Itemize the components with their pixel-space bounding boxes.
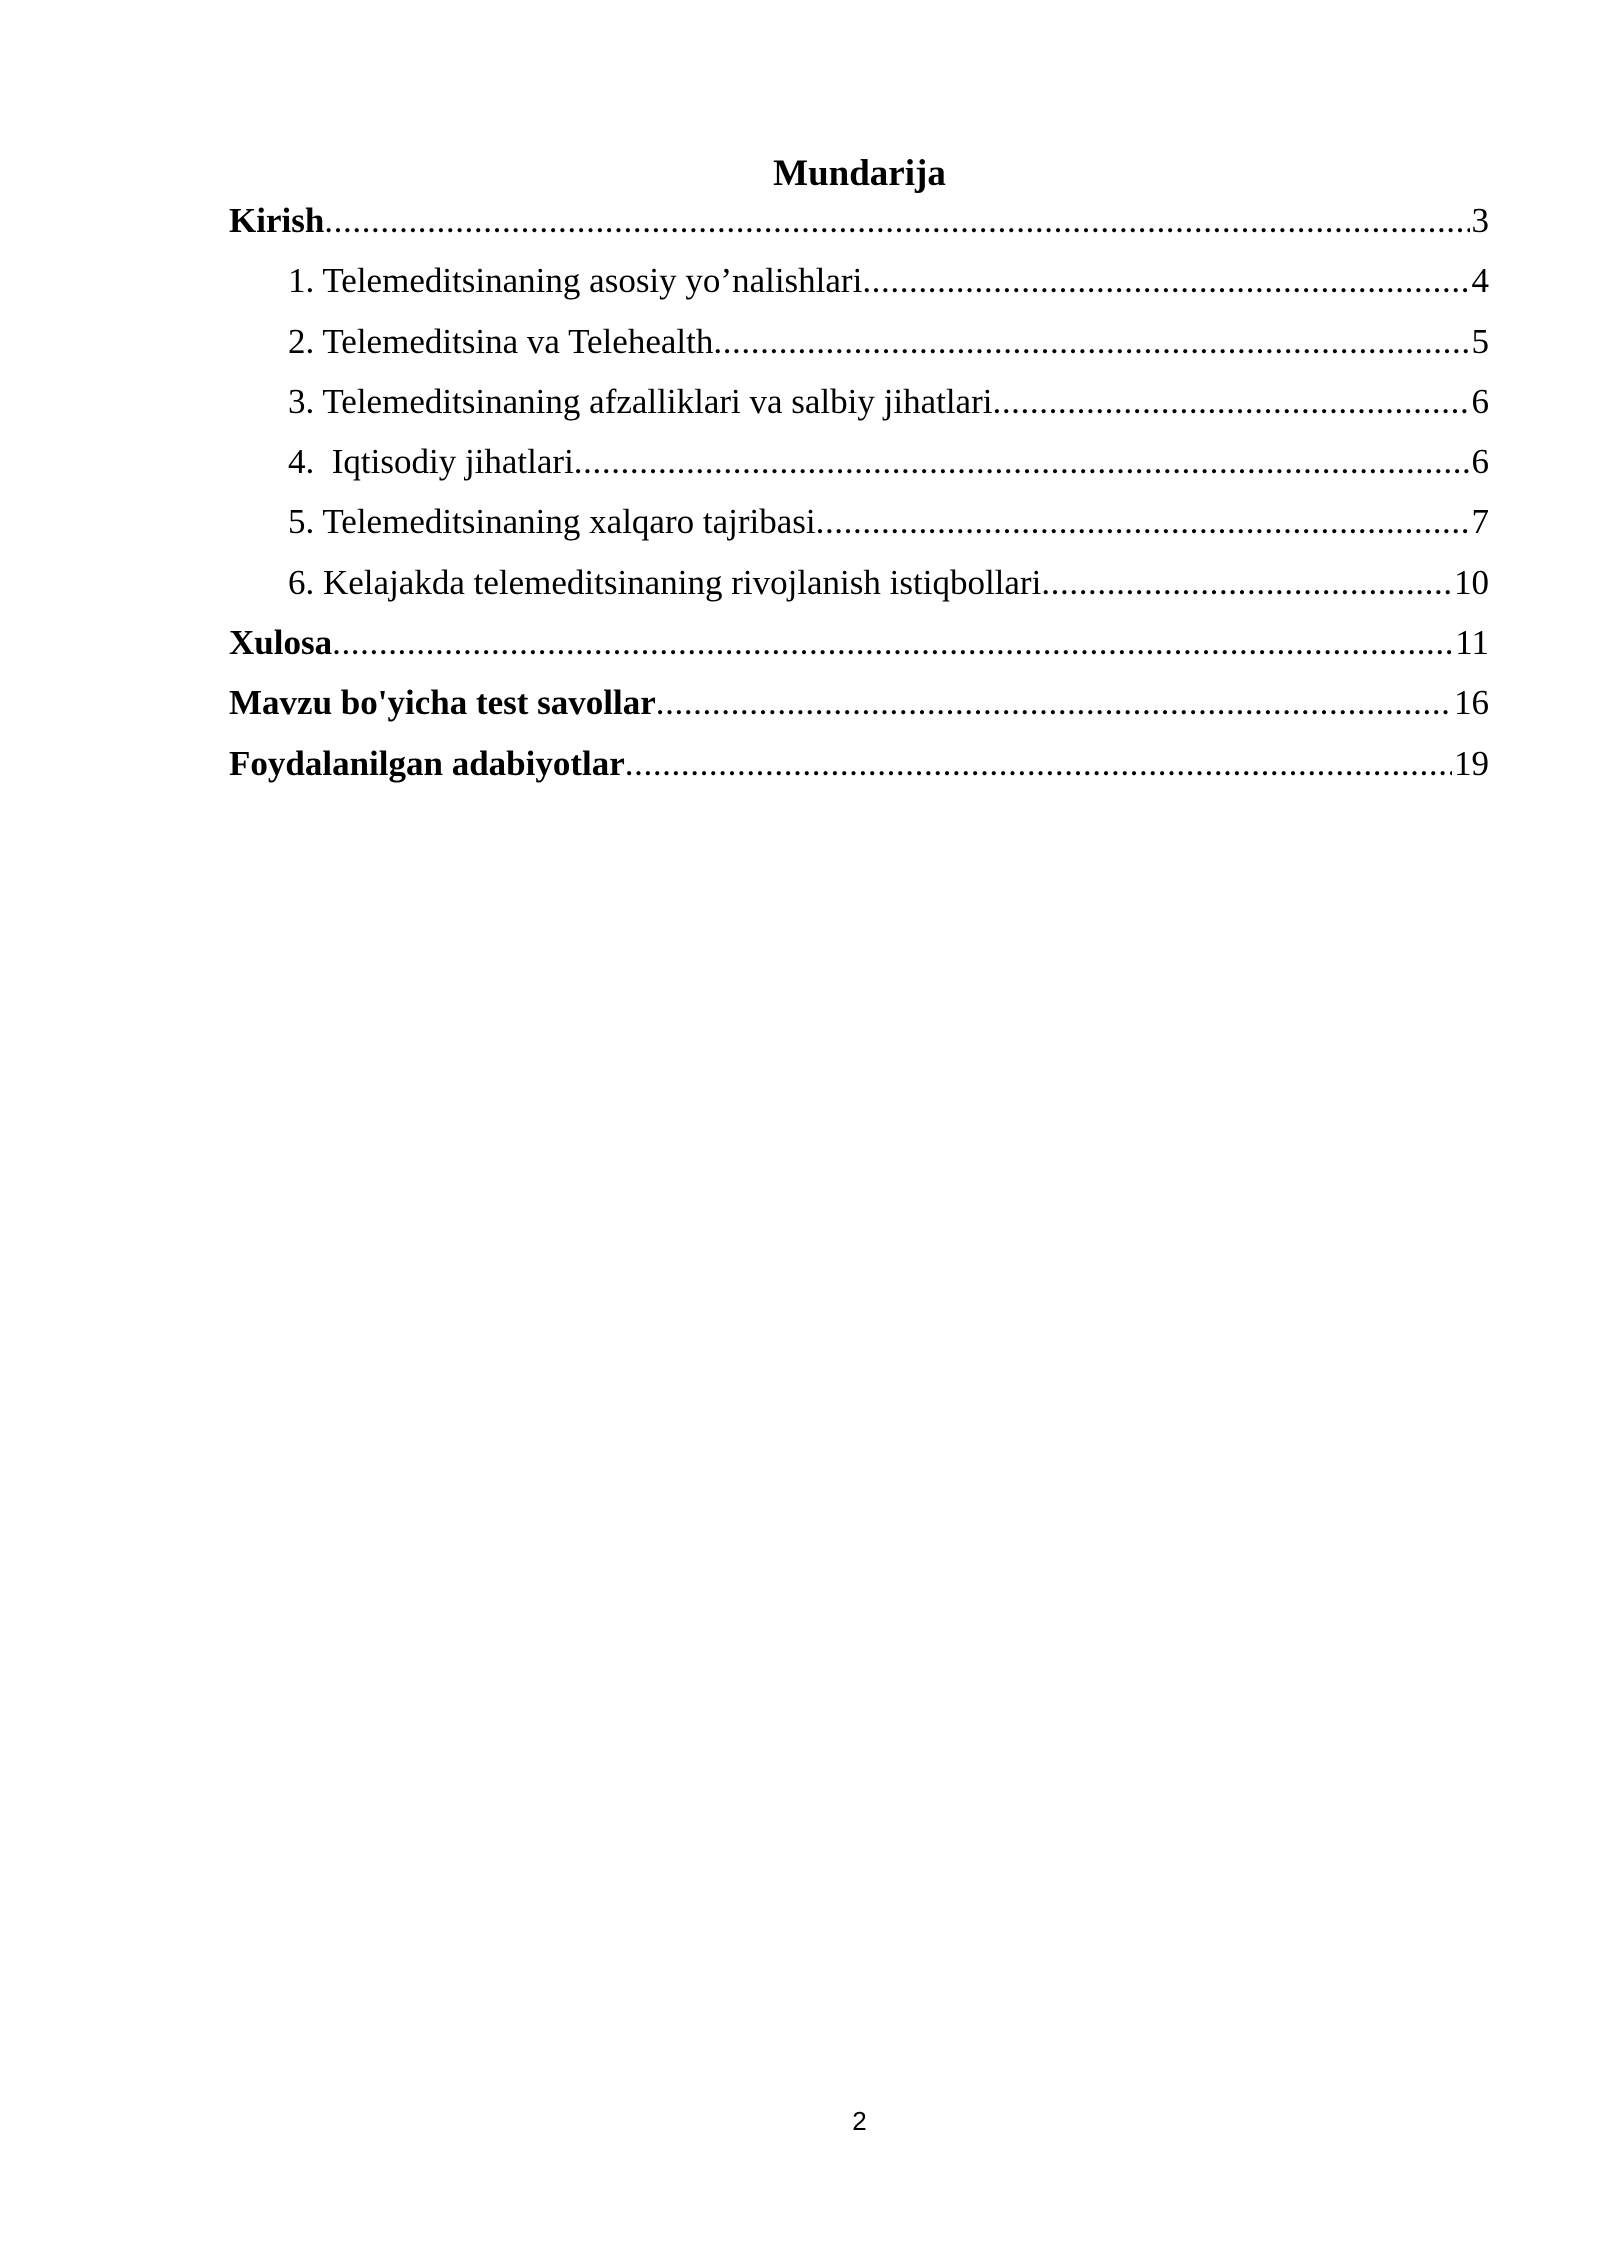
toc-entry-page: 16 [1454, 683, 1489, 723]
toc-entry-section-3[interactable] [229, 377, 1489, 437]
toc-entry-label: Mavzu bo'yicha test savollar [229, 683, 656, 723]
toc-dot-leader [574, 437, 1470, 487]
toc-dot-leader [625, 739, 1452, 789]
toc-entry-label: 5. Telemeditsinaning xalqaro tajribasi [288, 502, 816, 542]
toc-entry-page: 10 [1454, 562, 1489, 602]
toc-dot-leader [332, 618, 1453, 668]
toc-entry-page: 4 [1471, 261, 1489, 301]
toc-dot-leader [656, 678, 1452, 728]
page-number: 2 [852, 2106, 867, 2136]
toc-entry-label: 4. Iqtisodiy jihatlari [288, 442, 574, 482]
toc-entry-label: 3. Telemeditsinaning afzalliklari va salbiy jihatlari [288, 381, 993, 421]
toc-entry-page: 11 [1455, 623, 1489, 663]
toc-entry-adabiyotlar[interactable] [229, 739, 1489, 799]
toc-entry-page: 6 [1471, 442, 1489, 482]
toc-entry-xulosa[interactable] [229, 618, 1489, 678]
toc-entry-section-5[interactable] [229, 497, 1489, 557]
toc-entry-page: 7 [1471, 502, 1489, 542]
toc-entry-label: 6. Kelajakda telemeditsinaning rivojlanish istiqbollari [288, 562, 1042, 602]
toc-entry-label: 1. Telemeditsinaning asosiy yo’nalishlari [288, 261, 863, 301]
toc-entry-label: 2. Telemeditsina va Telehealth [288, 321, 714, 361]
toc-dot-leader [816, 497, 1470, 547]
table-of-contents [229, 196, 1489, 799]
toc-entry-page: 5 [1471, 321, 1489, 361]
toc-entry-page: 19 [1454, 743, 1489, 783]
toc-dot-leader [1041, 558, 1452, 608]
toc-dot-leader [324, 196, 1469, 246]
toc-entry-page: 6 [1471, 381, 1489, 421]
toc-entry-section-6[interactable] [229, 558, 1489, 618]
toc-entry-label: Kirish [229, 201, 325, 240]
toc-entry-section-1[interactable] [229, 256, 1489, 316]
toc-entry-label: Foydalanilgan adabiyotlar [229, 743, 625, 783]
toc-dot-leader [992, 377, 1469, 427]
toc-entry-test-savollar[interactable] [229, 678, 1489, 738]
toc-entry-page: 3 [1471, 201, 1489, 240]
toc-dot-leader [713, 317, 1469, 367]
toc-title: Mundarija [773, 153, 946, 194]
toc-entry-section-2[interactable] [229, 317, 1489, 377]
toc-entry-kirish[interactable] [229, 196, 1489, 256]
toc-entry-section-4[interactable] [229, 437, 1489, 497]
toc-entry-label: Xulosa [229, 623, 333, 663]
toc-dot-leader [862, 256, 1469, 306]
